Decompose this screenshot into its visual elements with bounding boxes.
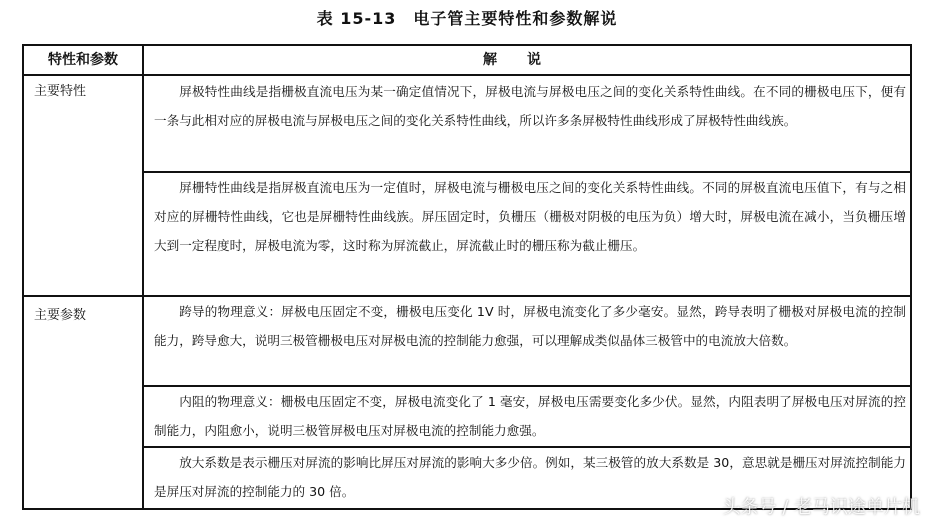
paragraph-plate-grid-characteristic: 屏栅特性曲线是指屏极直流电压为一定值时，屏极电流与栅极电压之间的变化关系特性曲线。不同的屏极直流电压值下，有与之相对应的屏栅特性曲线，它也是屏栅特性曲线族。屏压固定时，负栅压（栅极对阴极的电压为负）增大时，屏极电流在减小，当负栅压增大到一定程度时，屏极电流为零，这时称为屏流截止，屏流截止时的栅压称为截止栅压。 (154, 180, 906, 253)
header-explanation: 解说 (483, 52, 571, 68)
parameter-table (22, 44, 912, 510)
table-header (24, 46, 910, 76)
category-main-characteristics: 主要特性 (34, 84, 87, 99)
paragraph-plate-characteristic: 屏极特性曲线是指栅极直流电压为某一确定值情况下，屏极电流与屏极电压之间的变化关系特性曲线。在不同的栅极电压下，便有一条与此相对应的屏极电流与屏极电压之间的变化关系特性曲线，所以许多条屏极特性曲线形成了屏极特性曲线族。 (154, 84, 906, 128)
category-main-parameters: 主要参数 (34, 308, 87, 323)
header-characteristics-params: 特性和参数 (48, 52, 118, 68)
paragraph-transconductance: 跨导的物理意义：屏极电压固定不变，栅极电压变化 1V 时，屏极电流变化了多少毫安。显然，跨导表明了栅极对屏极电流的控制能力，跨导愈大，说明三极管栅极电压对屏极电流的控制能力愈强，可以理解成类似晶体三极管中的电流放大倍数。 (154, 304, 906, 348)
watermark: 头条号 / 老马识途单片机 (722, 497, 920, 518)
table-title: 表 15-13 电子管主要特性和参数解说 (316, 9, 618, 28)
paragraph-amplification-factor: 放大系数是表示栅压对屏流的影响比屏压对屏流的影响大多少倍。例如，某三极管的放大系数是 30，意思就是栅压对屏流控制能力是屏压对屏流的控制能力的 30 倍。 (154, 455, 906, 499)
column-divider (142, 46, 144, 508)
paragraph-internal-resistance: 内阻的物理意义：栅极电压固定不变，屏极电流变化了 1 毫安，屏极电压需要变化多少伏。显然，内阻表明了屏极电压对屏流的控制能力，内阻愈小，说明三极管屏极电压对屏极电流的控制能力愈强。 (154, 394, 906, 438)
